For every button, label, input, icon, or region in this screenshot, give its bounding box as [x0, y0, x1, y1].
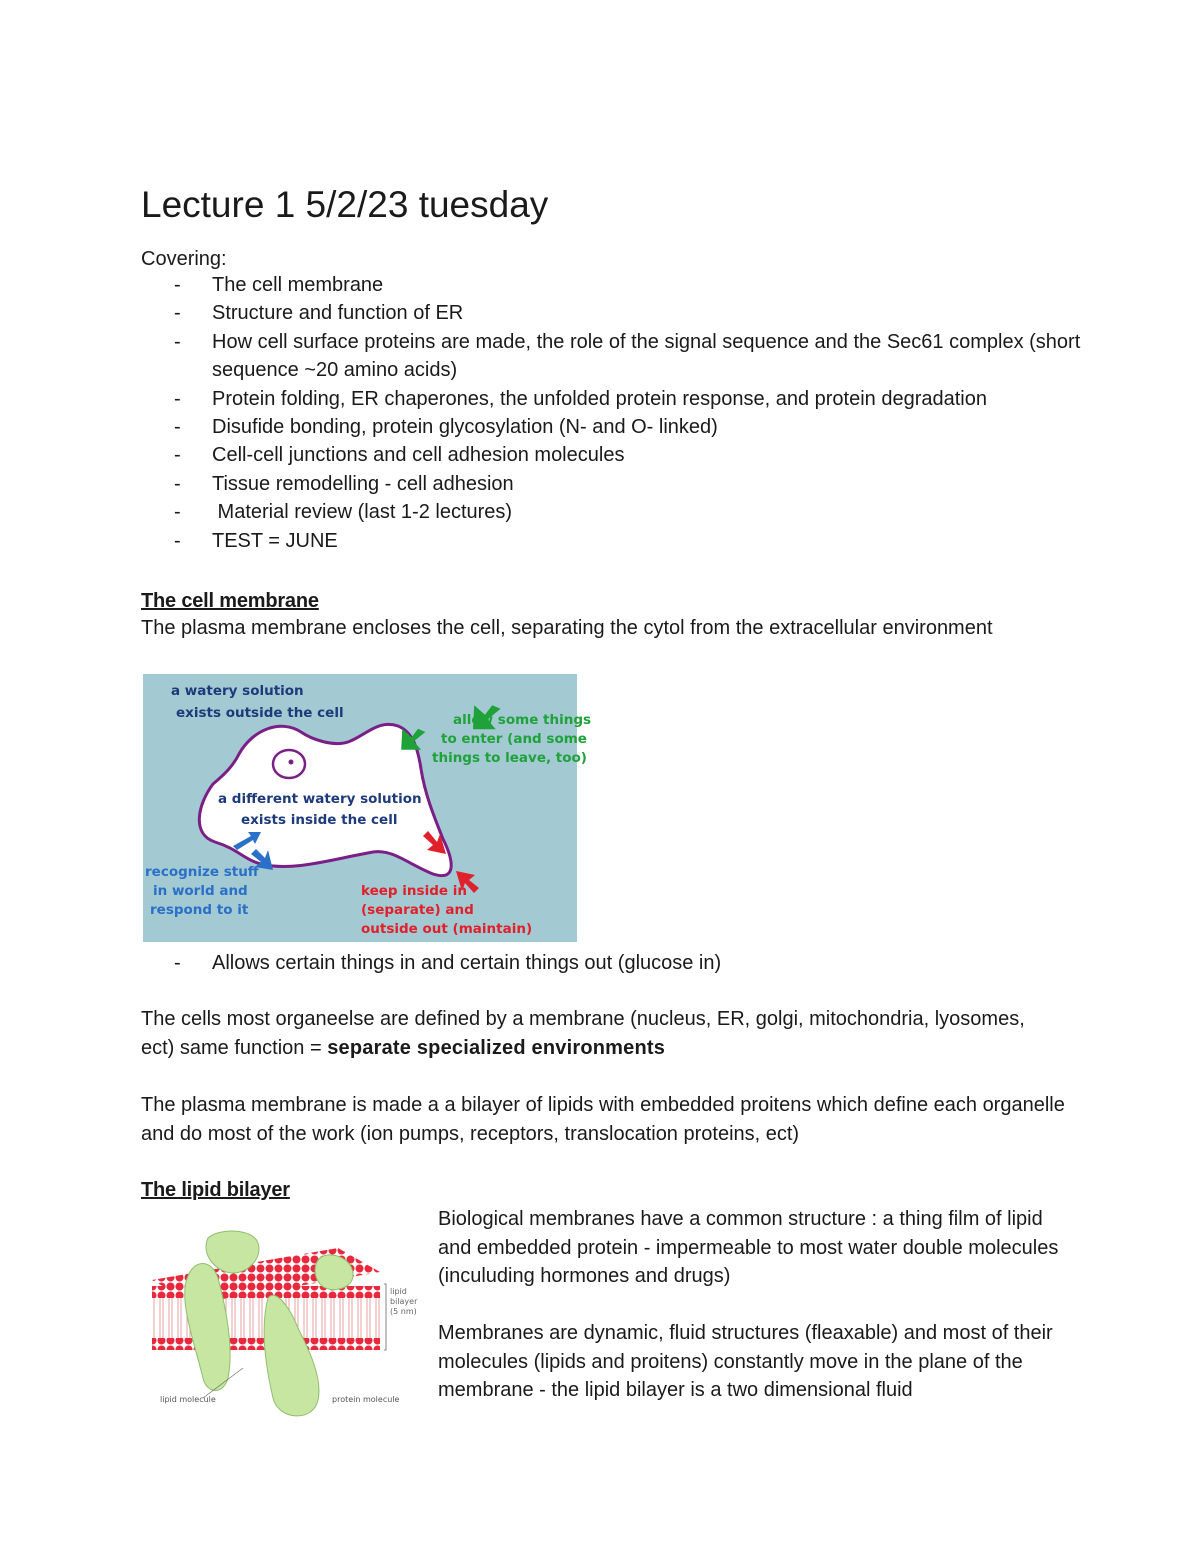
lipid-molecule-label: lipid molecule [160, 1395, 216, 1404]
green-arrow-lower [401, 729, 425, 750]
list-item: - TEST = JUNE [141, 527, 1101, 555]
cell-membrane-figure [143, 674, 592, 942]
page-title: Lecture 1 5/2/23 tuesday [141, 184, 549, 225]
list-item: - Protein folding, ER chaperones, the unfolded protein response, and protein degradation [141, 385, 1101, 413]
lipid-bilayer-figure [148, 1228, 418, 1426]
bilayer-label-3: (5 nm) [390, 1307, 417, 1316]
allow-label-3: things to leave, too) [432, 750, 587, 766]
list-item: - Cell-cell junctions and cell adhesion molecules [141, 441, 1101, 469]
allow-label-2: to enter (and some [441, 731, 587, 747]
bilayer-fluidity-paragraph: Membranes are dynamic, fluid structures (fleaxable) and most of their molecules (lipids and proitens) constantly move in the plane of the membrane - the lipid bilayer is a two dimensional fluid [438, 1322, 1053, 1401]
outside-label-1: a watery solution [171, 683, 304, 699]
bilayer-structure-paragraph: Biological membranes have a common structure : a thing film of lipid and embedded protein - impermeable to most water double molecules (inculuding hormones and drugs) [438, 1208, 1059, 1287]
recognize-label-1: recognize stuff [145, 864, 259, 880]
keep-label-2: (separate) and [361, 902, 474, 918]
list-item: - Disufide bonding, protein glycosylation (N- and O- linked) [141, 413, 1101, 441]
covering-list [141, 271, 1101, 555]
bilayer-diagram [148, 1228, 418, 1426]
protein-molecule-label: protein molecule [332, 1395, 400, 1404]
list-item: - Structure and function of ER [141, 299, 1101, 327]
list-item: - Allows certain things in and certain things out (glucose in) [141, 949, 1101, 977]
organelle-paragraph [141, 1005, 1041, 1062]
covering-label: Covering: [141, 248, 227, 270]
allow-label-1: allow some things [453, 712, 592, 728]
recognize-label-3: respond to it [150, 902, 249, 918]
bilayer-paragraph: The plasma membrane is made a a bilayer of lipids with embedded proitens which define each organelle and do most of the work (ion pumps, receptors, translocation proteins, ect) [141, 1094, 1065, 1145]
nucleus-outline [273, 750, 305, 778]
cell-diagram [143, 674, 592, 942]
section-heading-cell-membrane: The cell membrane [141, 590, 319, 612]
outside-label-2: exists outside the cell [176, 705, 344, 721]
inside-label-2: exists inside the cell [241, 812, 398, 828]
keep-label-3: outside out (maintain) [361, 921, 533, 937]
list-item: - The cell membrane [141, 271, 1101, 299]
bilayer-label-2: bilayer [390, 1297, 418, 1306]
organelle-paragraph-bold: separate specialized environments [327, 1036, 666, 1059]
nucleolus-dot [289, 760, 294, 765]
cell-membrane-intro: The plasma membrane encloses the cell, separating the cytol from the extracellular environment [141, 617, 993, 639]
organelle-paragraph-text: The cells most organeelse are defined by a membrane (nucleus, ER, golgi, mitochondria, lyosomes, ect) same function = [141, 1008, 1025, 1059]
bilayer-bracket [384, 1284, 386, 1350]
list-item: - Material review (last 1-2 lectures) [141, 498, 1101, 526]
recognize-label-2: in world and [153, 883, 248, 899]
inside-label-1: a different watery solution [218, 791, 422, 807]
section-heading-lipid-bilayer: The lipid bilayer [141, 1179, 290, 1201]
list-item: - Tissue remodelling - cell adhesion [141, 470, 1101, 498]
keep-label-1: keep inside in [361, 883, 467, 899]
list-item: - How cell surface proteins are made, the role of the signal sequence and the Sec61 complex (short sequence ~20 amino acids) [141, 328, 1101, 385]
membrane-bullets [141, 949, 1101, 977]
bilayer-label-1: lipid [390, 1287, 407, 1296]
